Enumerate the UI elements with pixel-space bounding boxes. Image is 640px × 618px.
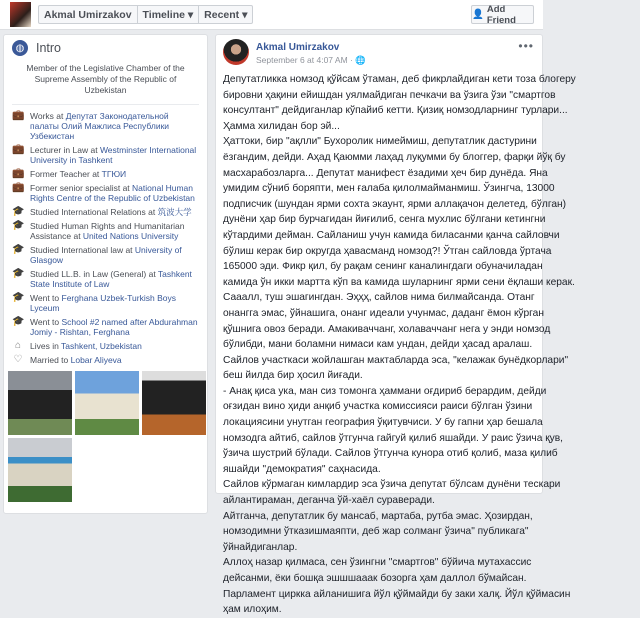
intro-item-prefix: Former Teacher at xyxy=(30,169,102,179)
post-card xyxy=(215,34,576,616)
intro-item xyxy=(12,341,199,351)
intro-card xyxy=(3,34,208,514)
post-text-line: онангга эмас, ўйнашига, онанг идеали учунмас, даданг ёмон кўрган xyxy=(223,307,544,319)
intro-item-link[interactable]: Lobar Aliyeva xyxy=(70,355,122,365)
timeline-dropdown[interactable]: Timeline ▾ xyxy=(138,6,200,23)
post-text-line: подписчик (шундан ярми сохта экаунт, ярми аллақачон делетед, бўлган) xyxy=(223,198,567,210)
intro-item-text xyxy=(30,183,199,203)
post-text-line: камида ўн икки мартта кўп ва камида шуларнинг ярми сени ёқлаши керак. xyxy=(223,276,575,288)
intro-item-text xyxy=(30,221,199,241)
post-author-avatar[interactable] xyxy=(223,39,249,65)
profile-top-bar xyxy=(0,0,543,30)
intro-item-link[interactable]: University of Glasgow xyxy=(30,245,182,265)
intro-item-link[interactable]: Westminster International University in Tashkent xyxy=(30,145,197,165)
photo-speaker[interactable] xyxy=(142,371,206,435)
graduation-cap-icon: 🎓 xyxy=(12,316,25,327)
post-text-line: бировни ҳақини ейишдан уялмайдиган печкачи ва ўзига ўзи "смартгов xyxy=(223,89,556,101)
post-text-line: ҳам илоҳим. xyxy=(223,604,282,616)
intro-item xyxy=(12,145,199,165)
post-text-line: оғзидан вино ҳиди анқиб участка комиссияси раиси бўлган ўзини xyxy=(223,401,533,413)
intro-item-prefix: Lecturer in Law at xyxy=(30,145,100,155)
intro-item xyxy=(12,111,199,141)
post-text-line: Ҳамма хилидан бор эй... xyxy=(223,120,340,132)
post-text-line: Сайлов участкаси жойлашган мактабларда эса, "келажак бунёдкорлари" xyxy=(223,354,569,366)
recent-dropdown[interactable]: Recent ▾ xyxy=(204,9,248,21)
intro-item-prefix: Married to xyxy=(30,355,71,365)
post-text-line: ўйнайдиганлар. xyxy=(223,541,298,553)
post-text-line: Айтганча, депутатлик бу мансаб, мартаба, рутба эмас. Ҳозирдан, xyxy=(223,510,533,522)
intro-item-prefix: Works at xyxy=(30,111,66,121)
photo-grid xyxy=(8,371,207,502)
intro-item-prefix: Studied LL.B. in Law (General) at xyxy=(30,269,158,279)
post-text-line: ўзича шустрий бўлади. Сайлов ўтгунча кунора отиб қолиб, маза қилиб xyxy=(223,448,558,460)
intro-item xyxy=(12,207,199,217)
intro-item-text xyxy=(30,111,199,141)
post-text-line: масхарабозларга... Депутат манифест ёзадими ҳеч бир дунёда. Яна xyxy=(223,167,548,179)
heart-icon: ♡ xyxy=(13,354,23,365)
intro-item-text xyxy=(30,317,199,337)
intro-items xyxy=(4,105,207,365)
intro-item xyxy=(12,169,199,179)
post-text-line: Ҳаттоки, бир "ақлли" Бухоролик нимеймиш, депутатлик дастурини xyxy=(223,136,537,148)
profile-name-link[interactable]: Akmal Umirzakov xyxy=(39,6,138,23)
post-text-line: яшайди "демократия" саҳнасида. xyxy=(223,463,381,475)
intro-item-text xyxy=(30,207,192,217)
post-timestamp[interactable]: September 6 at 4:07 AM · 🌐 xyxy=(256,55,366,65)
post-text-line: локациясини унутган география ўқитувчиси. У бу гапни ҳар бешала xyxy=(223,417,543,429)
post-text-line: номзодга айтиб, сайлов ўтгунча гайгуй қилиб яшайди. У раис ўзича қув, xyxy=(223,432,564,444)
intro-item xyxy=(12,245,199,265)
intro-item xyxy=(12,317,199,337)
intro-item-prefix: Went to xyxy=(30,317,62,327)
post-text xyxy=(223,72,576,618)
intro-item-link[interactable]: Ferghana Uzbek-Turkish Boys Lyceum xyxy=(30,293,176,313)
intro-item-text xyxy=(30,169,126,179)
briefcase-icon: 💼 xyxy=(12,110,25,121)
post-text-line: Сайлов кўрмаган кимлардир эса ўзича депутат бўлсам дунёни тескари xyxy=(223,479,561,491)
post-text-line: айлантираман, деганча ўй-хаёл сураверади. xyxy=(223,495,435,507)
intro-item-link[interactable]: United Nations University xyxy=(82,231,179,241)
intro-item xyxy=(12,221,199,241)
intro-item xyxy=(12,293,199,313)
post-text-line: дейсанми, ёки бошқа эшшшааак бозорга ҳам даллол бўмайсан. xyxy=(223,573,527,584)
briefcase-icon: 💼 xyxy=(12,144,25,155)
post-text-line: - Анақ қиса ука, ман сиз томонга ҳаммани оғдириб берардим, дейди xyxy=(223,385,547,397)
intro-item-text xyxy=(30,145,199,165)
post-text-line: бўлибди, мани боламни нимаси кам ундан, дейди ҳасад аралаш. xyxy=(223,339,533,351)
profile-nav xyxy=(38,5,253,24)
post-author-name[interactable]: Akmal Umirzakov xyxy=(256,42,340,53)
intro-item-link[interactable]: ТГЮИ xyxy=(101,169,127,179)
photo-parliament-building[interactable] xyxy=(75,371,139,435)
profile-avatar[interactable] xyxy=(10,2,31,27)
graduation-cap-icon: 🎓 xyxy=(12,206,25,217)
intro-item-prefix: Went to xyxy=(30,293,62,303)
intro-title: Intro xyxy=(36,41,62,55)
intro-item xyxy=(12,183,199,203)
intro-bio: Member of the Legislative Chamber of the Supreme Assembly of the Republic of Uzbekistan xyxy=(12,61,199,105)
post-text-line: Сааалл, туш эшагингдан. Эҳҳҳ, сайлов нима билмайсанда. Отанг xyxy=(223,292,535,304)
post-text-line: умидим сўниб боряпти, мен ғалаба қилолмайманмиш. Ўзингча, 13000 xyxy=(223,183,555,195)
graduation-cap-icon: 🎓 xyxy=(12,220,25,231)
add-friend-button[interactable] xyxy=(471,5,534,24)
post-text-line: консултант" дейдиганлар кўпайиб кетти. Қизиқ номзодларнинг турлари... xyxy=(223,105,568,117)
post-text-line: беш йилда бир ҳосил йиғади. xyxy=(223,370,363,382)
post-text-line: қўшнига овоз беради. Амакиваччанг, холаваччанг нега у энди номзод xyxy=(223,323,551,335)
intro-item-prefix: Lives in xyxy=(30,341,62,351)
post-text-line: дунёни ҳар бир бурчагидан йиғилиб, сенга мухлис бўлгани кетингни xyxy=(223,214,546,226)
intro-item-text xyxy=(30,355,122,365)
intro-item-link[interactable]: Tashkent, Uzbekistan xyxy=(61,341,142,351)
post-text-line: Аллоҳ назар қилмаса, сен ўзингни "смартгов" бўйича мутахассис xyxy=(223,557,532,569)
intro-item xyxy=(12,269,199,289)
graduation-cap-icon: 🎓 xyxy=(12,292,25,303)
photo-domed-building[interactable] xyxy=(8,438,72,502)
intro-item-text xyxy=(30,341,142,351)
post-text-line: 165000 эди. Фикр қил, бу рақам сенинг каналингдаги обуначиладан xyxy=(223,261,543,273)
intro-item-prefix: Studied International law at xyxy=(30,245,135,255)
graduation-cap-icon: 🎓 xyxy=(12,268,25,279)
home-icon: ⌂ xyxy=(14,340,22,351)
post-text-line: номзодимни ўтказишмаяпти, деб жар солманг ўзича" публикага" xyxy=(223,526,529,538)
briefcase-icon: 💼 xyxy=(12,182,25,193)
post-text-line: ёзгандим, дейди. Аҳад Қаюмми лаҳад луқумми бу блоггер, фарқи йўқ бу xyxy=(223,151,566,163)
post-text-line: кўтардими дейман. Сайланиш учун камида биласанми қанча сайловчи xyxy=(223,229,560,241)
intro-item-link[interactable]: National Human Rights Centre of the Republic of Uzbekistan xyxy=(30,183,195,203)
intro-item-link[interactable]: Депутат Законодательной палаты Олий Мажлиса Республики Узбекистан xyxy=(30,111,170,141)
intro-item xyxy=(12,355,199,365)
intro-item-text xyxy=(30,269,199,289)
add-friend-label: Add Friend xyxy=(486,3,516,26)
post-text-line: Парламент циркка айланишига йўл қўймайди бу заки халқ. Йўл қўймасин xyxy=(223,588,571,600)
intro-item-prefix: Former senior specialist at xyxy=(30,183,133,193)
post-text-line: бўлиш керак бир округда ҳавасманд номзод?! Ўтган сайловда ўртача xyxy=(223,245,552,257)
globe-icon: ◍ xyxy=(12,40,28,56)
intro-item-text xyxy=(30,245,199,265)
add-friend-icon: 👤 xyxy=(472,9,484,20)
intro-item-prefix: Studied Human Rights and Humanitarian Assistance at xyxy=(30,221,185,241)
briefcase-icon: 💼 xyxy=(12,168,25,179)
intro-item-prefix: Studied International Relations at xyxy=(30,207,158,217)
more-options-icon[interactable]: ••• xyxy=(518,39,534,53)
intro-item-link[interactable]: Tashkent State Institute of Law xyxy=(30,269,192,289)
photo-graduation[interactable] xyxy=(8,371,72,435)
intro-item-link[interactable]: School #2 named after Abdurahman Jomiy - Rishtan, Ferghana xyxy=(30,317,198,337)
post-text-line: Депутатликка номзод қўйсам ўтаман, деб фикрлайдиган кети тоза блогеру xyxy=(223,74,576,85)
graduation-cap-icon: 🎓 xyxy=(12,244,25,255)
intro-item-text xyxy=(30,293,199,313)
intro-item-link[interactable]: 筑波大学 xyxy=(157,207,192,217)
